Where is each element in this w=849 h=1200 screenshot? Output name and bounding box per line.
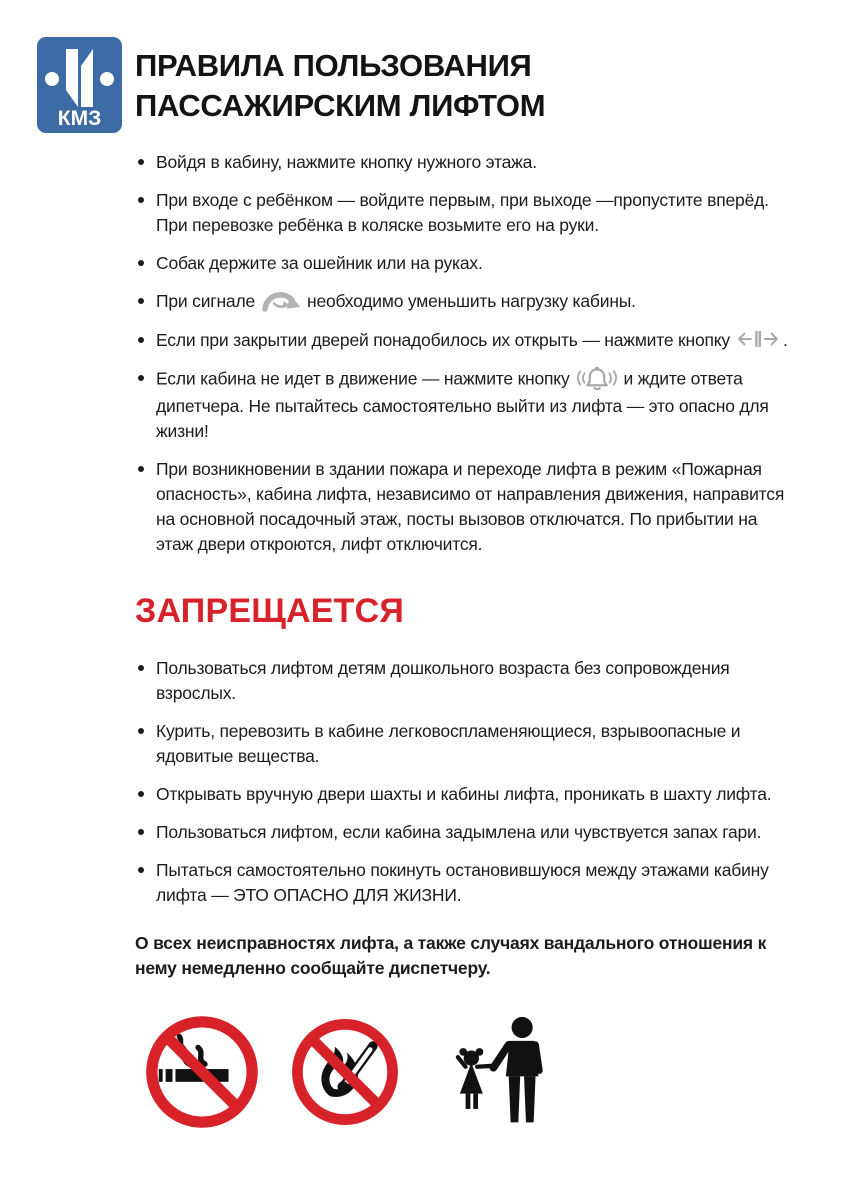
child-with-adult-sign-icon (453, 1015, 551, 1130)
banned-item (135, 820, 793, 845)
rule-text: Войдя в кабину, нажмите кнопку нужного этажа. (156, 152, 537, 172)
logo-abbr: КМЗ (57, 107, 102, 130)
rule-item (135, 366, 793, 444)
rules-list (135, 150, 793, 557)
rule-text: При возникновении в здании пожара и переходе лифта в режим «Пожарная опасность», кабина лифта, независимо от направления движения, направится на основной посадочный этаж, посты вызовов отключатся. По прибытии на этаж двери откроются, лифт отключится. (156, 459, 785, 555)
door-open-button-icon (735, 327, 781, 351)
banned-item (135, 719, 793, 769)
malfunction-report-note: О всех неисправностях лифта, а также случаях вандального отношения к нему немедленно сообщайте диспетчеру. (135, 933, 767, 979)
kmz-logo (37, 37, 122, 133)
overload-signal-icon (260, 288, 302, 313)
banned-text: Пользоваться лифтом, если кабина задымлена или чувствуется запах гари. (156, 822, 762, 843)
banned-item (135, 782, 793, 807)
no-smoking-sign-icon (143, 1013, 261, 1131)
rule-text: Собак держите за ошейник или на руках. (156, 253, 483, 273)
rule-text: и ждите ответа дипетчера. Не пытайтесь самостоятельно выйти из лифта — это опасно для жизни! (156, 368, 769, 442)
rule-item (135, 328, 793, 353)
banned-item (135, 858, 793, 908)
banned-text: Пользоваться лифтом детям дошкольного возраста без сопровождения взрослых. (156, 658, 730, 704)
rule-text: . (782, 329, 788, 350)
rule-item (135, 457, 793, 557)
dispatcher-call-button-icon (575, 364, 619, 392)
page-title-line2: ПАССАЖИРСКИМ ЛИФТОМ (135, 88, 546, 123)
banned-text: Пытаться самостоятельно покинуть остановившуюся между этажами кабину лифта — ЭТО ОПАСНО ДЛЯ ЖИЗНИ. (156, 860, 769, 906)
rule-item (135, 188, 793, 238)
rule-text: При сигнале (156, 291, 255, 311)
banned-section-heading: ЗАПРЕЩАЕТСЯ (135, 592, 405, 631)
rule-text: необходимо уменьшить нагрузку кабины. (307, 291, 636, 311)
rule-text: Если при закрытии дверей понадобилось их открыть — нажмите кнопку (156, 329, 730, 350)
banned-item (135, 656, 793, 706)
rule-item (135, 289, 793, 315)
rule-item (135, 150, 793, 175)
rule-text: Если кабина не идет в движение — нажмите кнопку (156, 368, 570, 389)
banned-list (135, 656, 793, 908)
rule-text: При входе с ребёнком — войдите первым, при выходе —пропустите вперёд. При перевозке ребёнка в коляске возьмите его на руки. (156, 190, 769, 235)
rule-item (135, 251, 793, 276)
page-title-line1: ПРАВИЛА ПОЛЬЗОВАНИЯ (135, 48, 532, 83)
no-open-flame-sign-icon (289, 1016, 401, 1128)
page-title (135, 46, 793, 126)
banned-text: Открывать вручную двери шахты и кабины лифта, проникать в шахту лифта. (156, 784, 772, 805)
prohibition-signs-row (135, 1013, 793, 1131)
elevator-doors-icon (37, 37, 122, 133)
banned-text: Курить, перевозить в кабине легковоспламеняющиеся, взрывоопасные и ядовитые вещества. (156, 721, 741, 767)
